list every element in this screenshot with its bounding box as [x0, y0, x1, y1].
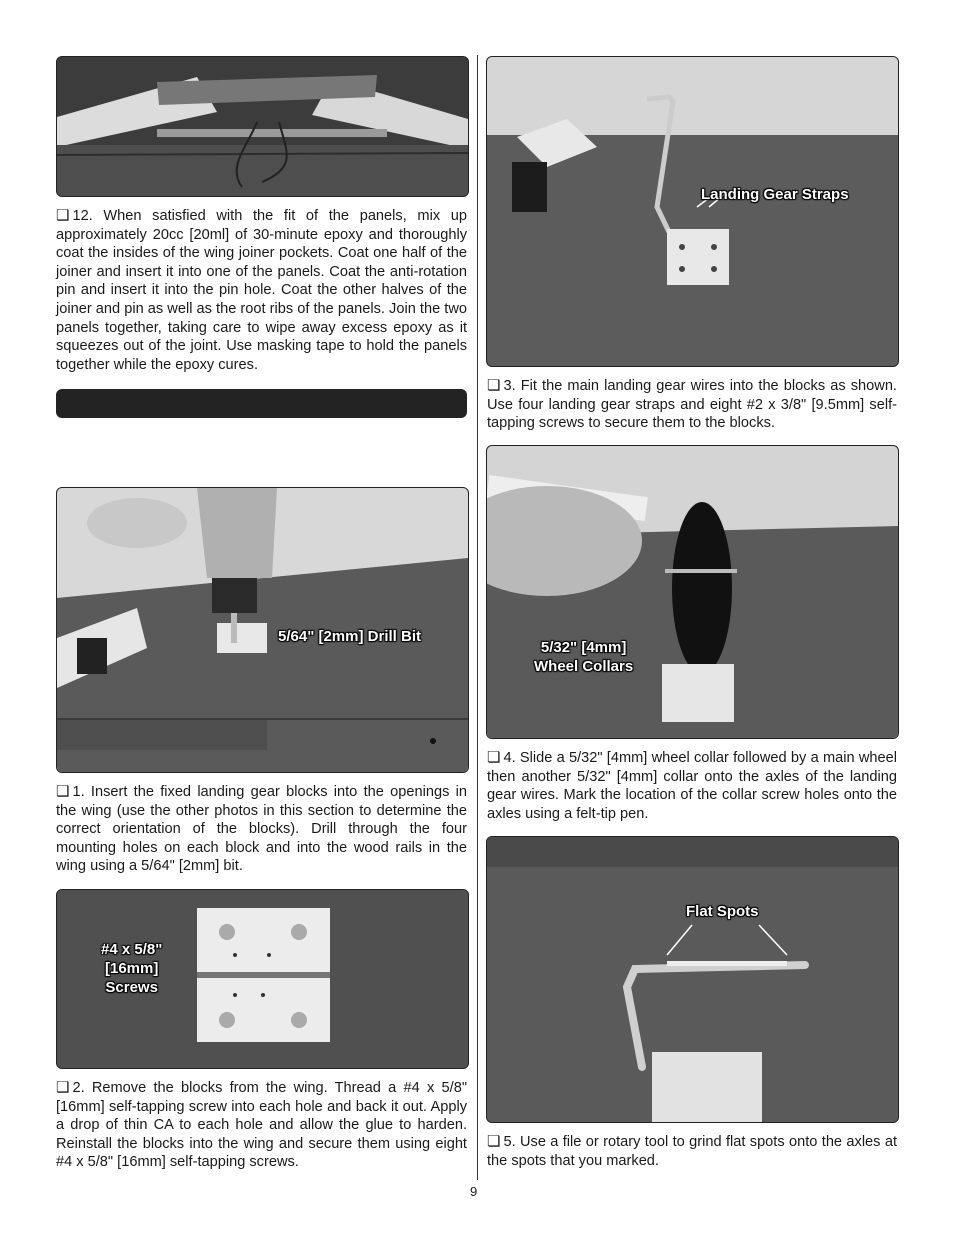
photo-blocks-screws	[56, 889, 469, 1069]
section-heading-bar	[56, 389, 467, 418]
wheel-collars-callout: 5/32" [4mm] Wheel Collars	[534, 639, 634, 675]
photo-drill-blocks	[56, 487, 469, 773]
step-2-text: ❏ 2. Remove the blocks from the wing. Thread a #4 x 5/8" [16mm] self-tapping screw into each hole and back it out. Apply a drop of thin CA to each hole and allow the glue to harden. Reinstall the blocks into the wing and secure them using eight #4 x 5/8" [16mm] self-tapping screws.	[56, 1079, 467, 1171]
photo-wing-joined	[56, 56, 469, 197]
photo-landing-gear-straps	[486, 56, 899, 367]
checkbox-icon[interactable]: ❏	[487, 1133, 501, 1150]
checkbox-icon[interactable]: ❏	[56, 207, 70, 224]
step-3-text: ❏ 3. Fit the main landing gear wires into the blocks as shown. Use four landing gear straps and eight #2 x 3/8" [9.5mm] self-tapping screws to secure them to the blocks.	[487, 377, 897, 432]
straps-callout: Landing Gear Straps	[701, 186, 849, 203]
checkbox-icon[interactable]: ❏	[56, 1079, 70, 1096]
flat-spots-callout: Flat Spots	[686, 903, 759, 920]
column-divider	[477, 55, 478, 1180]
step-4-text: ❏ 4. Slide a 5/32" [4mm] wheel collar followed by a main wheel then another 5/32" [4mm] collar onto the axles of the landing gear wires. Mark the location of the collar screw holes onto the axles using a felt-tip pen.	[487, 749, 897, 822]
checkbox-icon[interactable]: ❏	[487, 749, 501, 766]
page-number: 9	[470, 1184, 478, 1199]
screws-callout: #4 x 5/8" [16mm] Screws	[101, 941, 163, 996]
step-12-text: ❏ 12. When satisfied with the fit of the panels, mix up approximately 20cc [20ml] of 30-minute epoxy and thoroughly coat the insides of the wing joiner pockets. Coat one half of the joiner and insert it into one of the panels. Coat the anti-rotation pin and insert it into the pin hole. Coat the other halves of the joiner and pin as well as the root ribs of the panels. Join the two panels together, taking care to wipe away excess epoxy as it squeezes out of the joint. Use masking tape to hold the panels together while the epoxy cures.	[56, 207, 467, 373]
step-1-text: ❏ 1. Insert the fixed landing gear blocks into the openings in the wing (use the other photos in this section to determine the correct orientation of the blocks). Drill through the four mounting holes on each block and into the wood rails in the wing using a 5/64" [2mm] bit.	[56, 783, 467, 875]
photo-wheel-collars	[486, 445, 899, 739]
checkbox-icon[interactable]: ❏	[56, 783, 70, 800]
photo-flat-spots	[486, 836, 899, 1123]
drill-bit-callout: 5/64" [2mm] Drill Bit	[278, 628, 421, 645]
checkbox-icon[interactable]: ❏	[487, 377, 501, 394]
step-5-text: ❏ 5. Use a file or rotary tool to grind flat spots onto the axles at the spots that you marked.	[487, 1133, 897, 1169]
